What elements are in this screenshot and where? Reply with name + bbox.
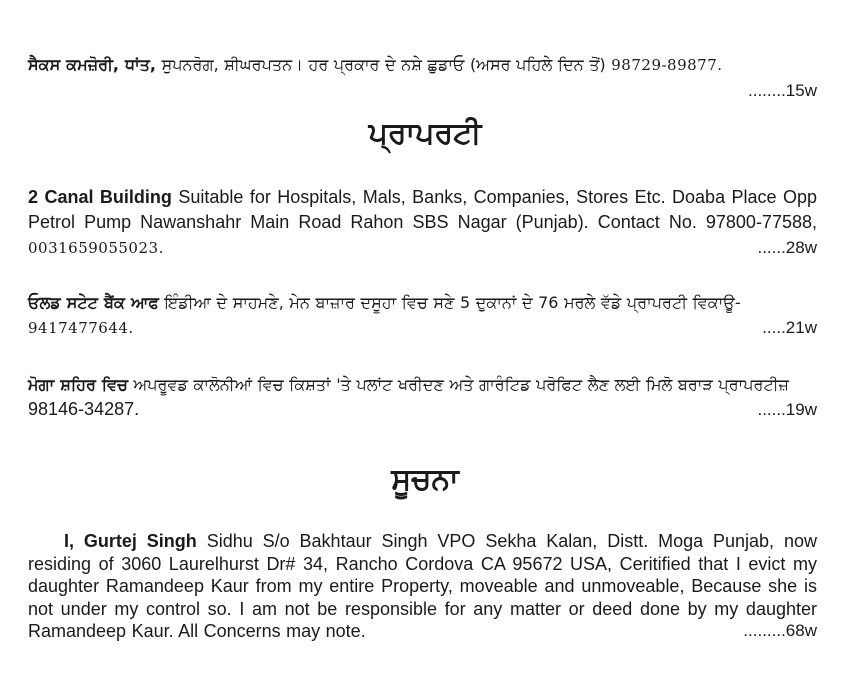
ad-bold-lead: ਮੋਗਾ ਸ਼ਹਿਰ ਵਿਚ (28, 375, 128, 394)
ad-bold-lead: ਓਲਡ ਸਟੇਟ ਬੈਂਕ ਆਫ (28, 293, 159, 312)
ad-code: ......19w (757, 400, 817, 419)
ad-code: ......28w (757, 238, 817, 257)
ad-state-bank-property (28, 290, 817, 341)
ad-phone: 0031659055023. (28, 239, 164, 257)
section-heading-property: ਪ੍ਰਾਪਰਟੀ (368, 116, 482, 151)
ad-code: .........68w (743, 621, 817, 640)
ad-body-text: ਅਪਰੂਵਡ ਕਾਲੋਨੀਆਂ ਵਿਚ ਕਿਸ਼ਤਾਂ 'ਤੇ ਪਲਾਂਟ ਖਰੀਦਣ ਅਤੇ ਗਾਰੰਟਿਡ ਪਰੋਫਿਟ ਲੈਣ ਲਈ ਮਿਲੋ ਬਰਾੜ ਪ੍ਰਾਪਰਟੀਜ਼ (127, 375, 789, 394)
ad-body-text: ਇੰਡੀਆ ਦੇ ਸਾਹਮਣੇ, ਮੇਨ ਬਾਜ਼ਾਰ ਦਸੂਹਾ ਵਿਚ ਸਣੇ 5 ਦੁਕਾਨਾਂ ਦੇ 76 ਮਰਲੇ ਵੱਡੇ ਪ੍ਰਾਪਰਟੀ ਵਿਕਾਊ- (158, 293, 741, 312)
ad-phone: 98146-34287. (28, 399, 140, 419)
ad-sexual-health (28, 52, 817, 103)
ad-body-text: ਸੁਪਨਰੋਗ, ਸ਼ੀਘਰਪਤਨ। ਹਰ ਪ੍ਰਕਾਰ ਦੇ ਨਸ਼ੇ ਛੁਡਾਓ (ਅਸਰ ਪਹਿਲੇ ਦਿਨ ਤੋਂ) (155, 55, 612, 74)
ad-notice-disown (28, 530, 817, 643)
ad-bold-lead: I, Gurtej Singh (64, 531, 197, 551)
ad-code: .....21w (762, 318, 817, 337)
ad-canal-building (28, 185, 817, 261)
ad-moga-colonies (28, 372, 817, 422)
ad-body-text: Sidhu S/o Bakhtaur Singh VPO Sekha Kalan, Distt. Moga Punjab, now residing of 3060 Laurelhurst Dr# 34, Rancho Cordova CA 95672 USA, Ceritified that I evict my daughter Ramandeep Kaur from my entire Property, moveable and unmoveable, Because she is not under my control so. I am not be responsible for any matter or deed done by my daughter Ramandeep Kaur. All Concerns may note. (28, 531, 817, 641)
ad-phone: 98729-89877. (611, 56, 723, 74)
ad-phone: 9417477644. (28, 319, 134, 337)
ad-body-text: Suitable for Hospitals, Mals, Banks, Companies, Stores Etc. Doaba Place Opp Petrol Pump Nawanshahr Main Road Rahon SBS Nagar (Punjab). Contact No. 97800-77588, (28, 187, 817, 232)
ad-bold-lead: 2 Canal Building (28, 187, 172, 207)
section-heading-notice: ਸੂਚਨਾ (391, 462, 459, 497)
ad-bold-lead: ਸੈਕਸ ਕਮਜ਼ੋਰੀ, ਧਾਂਤ, (28, 55, 156, 74)
ad-code: ........15w (748, 81, 817, 100)
